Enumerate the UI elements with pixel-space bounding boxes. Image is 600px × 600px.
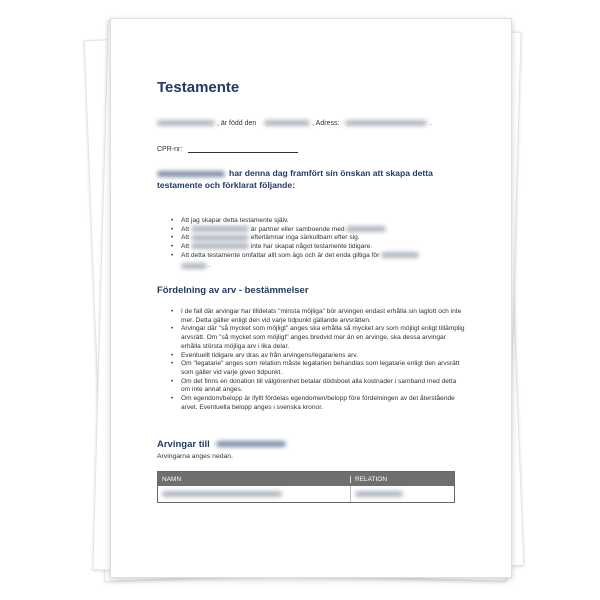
document-page [110, 18, 512, 578]
rules-list [167, 308, 465, 412]
list-item: • Om "legatarie" anges som relation måste legatarien behandlas som legatarie enligt den arvsrätt som gäller vid varje given tidpunkt. [167, 360, 465, 377]
list-item: • Om egendom/belopp är ifyllt fördelas egendomen/belopp före fördelningen av det återstående arvet. Eventuella belopp anges i svenska kronor. [167, 395, 465, 412]
redacted-name [162, 491, 282, 497]
redacted-birthdate [264, 120, 310, 126]
column-header-name: NAMN [158, 476, 351, 483]
redacted-relation [355, 491, 403, 497]
document-title: Testamente [157, 79, 240, 96]
cpr-line [157, 146, 298, 153]
list-item: • Arvingar där "så mycket som möjligt" anges ska erhålla så mycket arv som möjligt enligt tillämplig arvsrätt. Om "så mycket som möjligt" anges bredvid mer än en arvinge, ska dessa arvingar erhålla största möjliga arv i lika delar. [167, 325, 465, 351]
redacted-name [181, 263, 207, 269]
born-text: , är född den [216, 120, 257, 127]
table-header [158, 472, 454, 486]
period: . [429, 120, 432, 127]
section-heading: Fördelning av arv - bestämmelser [157, 285, 309, 296]
redacted-name [157, 171, 225, 177]
list-item: • Eventuellt tidigare arv dras av från arvingens/legatariens arv. [167, 352, 465, 361]
heirs-heading: Arvingar till [157, 439, 286, 450]
table-row [158, 486, 454, 502]
redacted-name [191, 226, 249, 232]
list-item: • Om det finns en donation till välgörenhet betalar dödsboet alla kostnader i samband med detta om inte annat anges. [167, 378, 465, 395]
table-cell-name [158, 486, 351, 502]
intro-text: har denna dag framfört sin önskan att skapa detta testamente och förklarat följande: [157, 168, 433, 190]
heirs-note: Arvingarna anges nedan. [157, 453, 233, 460]
list-item: • I de fall där arvingar har tilldelats "minsta möjliga" bör arvingen endast erhålla sin laglott och inte mer. Detta gäller enligt den vid varje tidpunkt gällande arvsrätten. [167, 308, 465, 325]
redacted-name [216, 441, 286, 447]
redacted-name [157, 120, 215, 126]
cpr-label: CPR-nr: [157, 146, 183, 153]
cpr-field [188, 146, 298, 153]
list-item: • Att inte har skapat något testamente tidigare. [167, 243, 462, 252]
table-cell-relation [351, 491, 403, 497]
list-item: • Att jag skapar detta testamente själv. [167, 217, 462, 226]
redacted-address [345, 120, 427, 126]
list-item: • Att detta testamente omfattar allt som ägs och är det enda giltiga för . [167, 252, 462, 270]
column-header-relation: RELATION [355, 475, 388, 483]
declaration-list [167, 217, 462, 270]
list-item: • Att är partner eller samboende med [167, 226, 462, 235]
list-item: • Att efterlämnar inga särkullbarn efter sig. [167, 234, 462, 243]
heirs-table [157, 471, 455, 503]
intro-statement [157, 167, 457, 191]
redacted-name [381, 252, 419, 258]
identity-line [157, 120, 431, 127]
redacted-name [346, 226, 386, 232]
address-label: , Adress: [312, 120, 340, 127]
redacted-name [191, 235, 249, 241]
redacted-name [191, 243, 249, 249]
